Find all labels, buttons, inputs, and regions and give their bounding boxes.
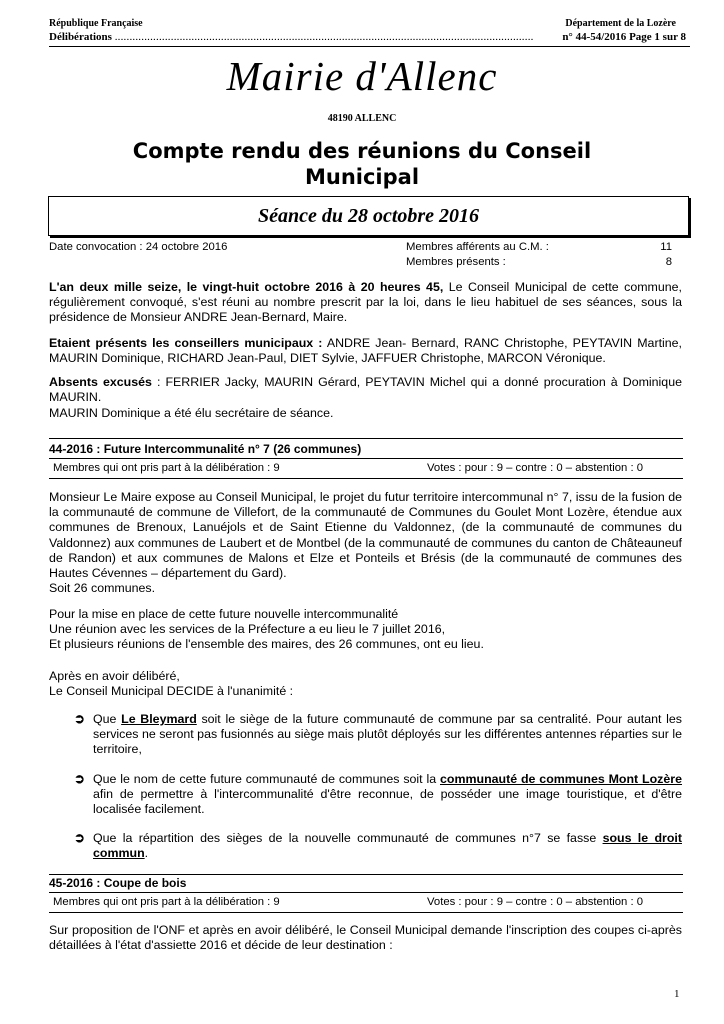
section1-title: 44-2016 : Future Intercommunalité n° 7 (26 communes) — [49, 442, 362, 456]
intro-rest: Le Conseil Municipal de cette commune, régulièrement convoqué, s'est réuni au nombre prescrit par la loi, dans le lieu habituel de ses séances, sous la présidence de Monsieur ANDRE Jean-Bernard, Maire. — [49, 280, 682, 325]
title-line-1: Compte rendu des réunions du Conseil — [132, 139, 592, 163]
item2-underlined: communauté de communes Mont Lozère — [440, 772, 682, 786]
item3-end: . — [144, 846, 149, 861]
presents-names: ANDRE Jean- Bernard, RANC Christophe, PEYTAVIN Martine, MAURIN Dominique, RICHARD Jean-Paul, DIET Sylvie, JAFFUER Christophe, MARCON Véronique. — [49, 336, 682, 366]
section1-decision-intro — [49, 669, 293, 699]
date-convocation: Date convocation : 24 octobre 2016 — [49, 241, 228, 253]
section2-votes: Votes : pour : 9 – contre : 0 – abstention : 0 — [427, 896, 644, 908]
section2-sub-rule — [49, 912, 683, 913]
mise-line-2: Une réunion avec les services de la Préfecture a eu lieu le 7 juillet 2016, — [49, 622, 446, 637]
postal-code: 48190 ALLENC — [327, 113, 397, 124]
seance-box — [48, 196, 689, 236]
item1-underlined: Le Bleymard — [121, 712, 197, 726]
page-indicator: Page 1 sur 8 — [629, 31, 686, 43]
section2-title: 45-2016 : Coupe de bois — [49, 876, 187, 890]
mise-line-1: Pour la mise en place de cette future nouvelle intercommunalité — [49, 607, 399, 621]
title-line-2: Municipal — [304, 165, 420, 189]
page-number: 1 — [674, 988, 680, 1000]
item2-end: afin de permettre à l'intercommunalité d'être reconnue, de posséder une image touristique, et d'être localisée facilement. — [93, 787, 682, 817]
section1-votes: Votes : pour : 9 – contre : 0 – abstention : 0 — [427, 462, 644, 474]
section1-sub-rule — [49, 478, 683, 479]
section1-membres: Membres qui ont pris part à la délibération : 9 — [53, 462, 280, 474]
conseil-decide: Le Conseil Municipal DECIDE à l'unanimité : — [49, 684, 294, 699]
item2-start: Que le nom de cette future communauté de communes soit la — [93, 772, 440, 786]
arrow-bullet-icon: ➲ — [74, 711, 85, 726]
section1-mise-en-place — [49, 607, 484, 653]
section2-membres: Membres qui ont pris part à la délibération : 9 — [53, 896, 280, 908]
section2-top-rule — [49, 874, 683, 875]
section1-title-rule — [49, 458, 683, 459]
page-ref — [560, 31, 686, 43]
apres-delibere: Après en avoir délibéré, — [49, 669, 180, 683]
seance-title: Séance du 28 octobre 2016 — [257, 205, 480, 227]
item3-start: Que la répartition des sièges de la nouvelle communauté de communes n°7 se fasse — [93, 831, 603, 845]
membres-presents-value: 8 — [665, 256, 672, 268]
absents-paragraph — [49, 375, 682, 405]
secretaire-line: MAURIN Dominique a été élu secrétaire de séance. — [49, 406, 334, 420]
membres-afferents-label: Membres afférents au C.M. : — [406, 241, 549, 253]
section2-paragraph: Sur proposition de l'ONF et après en avoir délibéré, le Conseil Municipal demande l'inscription des coupes ci-après détaillées à l'état d'assiette 2016 et décide de leur destination : — [49, 923, 682, 953]
section1-expose: Monsieur Le Maire expose au Conseil Municipal, le projet du futur territoire intercommunal n° 7, issu de la fusion de la communauté de commune de Villefort, de la communauté de Communes du Goulet Mont Lozère, étendue aux communes de Brenoux, Lanuéjols et de Saint Etienne du Valdonnez, (de la communauté de communes du Valdonnez) aux communes de Laubert et de Montbel (de la communauté de communes du canton de Châteauneuf de Randon) et aux communes de Malons et Elze et Ponteils et Brésis (de la communauté de communes des Hautes Cévennes – département du Gard). — [49, 490, 682, 581]
intro-paragraph — [49, 280, 682, 326]
intro-date: L'an deux mille seize, le vingt-huit octobre 2016 à 20 heures 45, — [49, 280, 444, 294]
presents-label: Etaient présents les conseillers municipaux : — [49, 336, 323, 350]
item1-start: Que — [93, 712, 122, 726]
ref-number: n° 44-54/2016 — [562, 31, 627, 43]
item1-end: soit le siège de la future communauté de commune par sa centralité. Pour autant les services ne seront pas fusionnés au siège mais plutôt déployés sur les différentes antennes réparties sur le territoire, — [93, 712, 682, 757]
page-title — [0, 138, 724, 190]
arrow-bullet-icon: ➲ — [74, 771, 85, 786]
header-rule — [49, 46, 690, 47]
deliberations-label: Délibérations — [49, 31, 112, 43]
mairie-name: Mairie d'Allenc — [226, 53, 498, 99]
decision-item-2 — [93, 772, 682, 818]
membres-presents-label: Membres présents : — [406, 256, 506, 268]
deliberations-dots: .............................................................................................................................................. — [114, 31, 534, 43]
absents-label: Absents excusés — [49, 375, 152, 389]
decision-item-3 — [93, 831, 682, 861]
presents-paragraph — [49, 336, 682, 366]
section1-soit: Soit 26 communes. — [49, 581, 156, 595]
membres-afferents-value: 11 — [660, 241, 672, 253]
item3-underlined: sous le droit commun — [93, 831, 682, 861]
absents-names: : FERRIER Jacky, MAURIN Gérard, PEYTAVIN Michel qui a donné procuration à Dominique MAURIN. — [49, 375, 682, 405]
mise-line-3: Et plusieurs réunions de l'ensemble des maires, des 26 communes, ont eu lieu. — [49, 637, 484, 652]
section2-title-rule — [49, 892, 683, 893]
decision-item-1 — [93, 712, 682, 758]
arrow-bullet-icon: ➲ — [74, 830, 85, 845]
republique-label: République Française — [49, 18, 143, 29]
section1-top-rule — [49, 438, 683, 439]
departement-label: Département de la Lozère — [565, 18, 676, 29]
